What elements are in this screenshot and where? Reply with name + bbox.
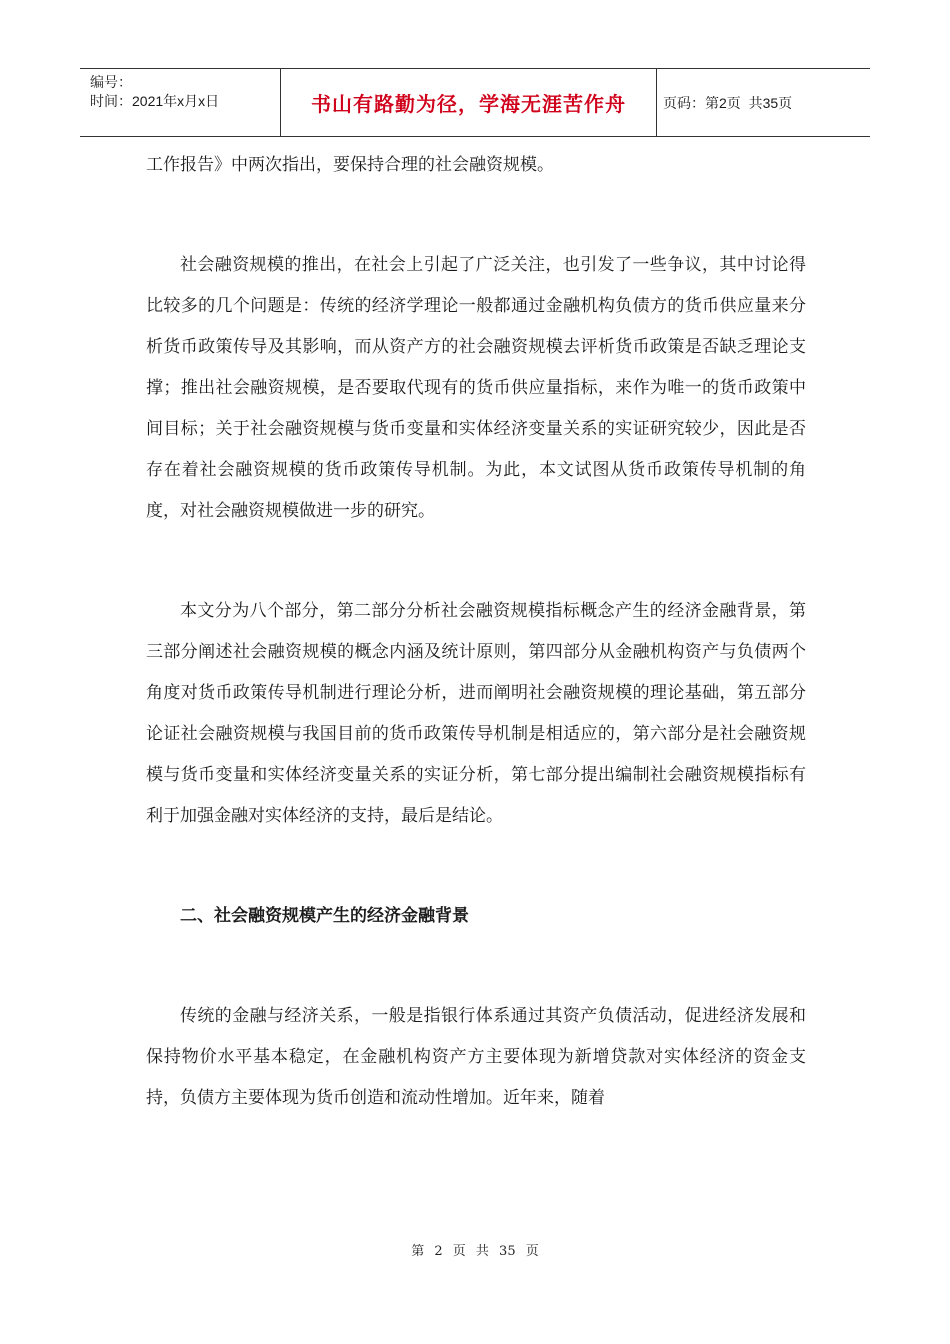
paragraph: 社会融资规模的推出，在社会上引起了广泛关注，也引发了一些争议，其中讨论得比较多的几个问题是：传统的经济学理论一般都通过金融机构负债方的货币供应量来分析货币政策传导及其影响，而从资产方的社会融资规模去评析货币政策是否缺乏理论支撑；推出社会融资规模，是否要取代现有的货币供应量指标，来作为唯一的货币政策中间目标；关于社会融资规模与货币变量和实体经济变量关系的实证研究较少，因此是否存在着社会融资规模的货币政策传导机制。为此，本文试图从货币政策传导机制的角度，对社会融资规模做进一步的研究。 [146, 255, 806, 521]
paragraph-gap [146, 186, 806, 245]
paragraph: 传统的金融与经济关系，一般是指银行体系通过其资产负债活动，促进经济发展和保持物价水平基本稳定，在金融机构资产方主要体现为新增贷款对实体经济的资金支持，负债方主要体现为货币创造和流动性增加。近年来，随着 [146, 1006, 806, 1108]
header-motto: 书山有路勤为径，学海无涯苦作舟 [281, 69, 657, 136]
header-page-info [657, 69, 870, 136]
paragraph-gap [146, 937, 806, 996]
doc-date-label: 时间：2021年x月x日 [90, 93, 220, 109]
paragraph-gap [146, 837, 806, 896]
header-meta [80, 69, 281, 136]
section-heading: 二、社会融资规模产生的经济金融背景 [180, 906, 469, 926]
page-info-text: 页码：第2页 共35页 [663, 94, 793, 111]
document-body [146, 145, 806, 1119]
paragraph-continued: 工作报告》中两次指出，要保持合理的社会融资规模。 [146, 155, 554, 175]
paragraph: 本文分为八个部分，第二部分分析社会融资规模指标概念产生的经济金融背景，第三部分阐述社会融资规模的概念内涵及统计原则，第四部分从金融机构资产与负债两个角度对货币政策传导机制进行理论分析，进而阐明社会融资规模的理论基础，第五部分论证社会融资规模与我国目前的货币政策传导机制是相适应的，第六部分是社会融资规模与货币变量和实体经济变量关系的实证分析，第七部分提出编制社会融资规模指标有利于加强金融对实体经济的支持，最后是结论。 [146, 601, 806, 826]
paragraph-gap [146, 532, 806, 591]
page-header [80, 68, 870, 137]
page-footer: 第 2 页 共 35 页 [411, 1244, 539, 1259]
doc-id-label: 编号： [90, 74, 132, 90]
